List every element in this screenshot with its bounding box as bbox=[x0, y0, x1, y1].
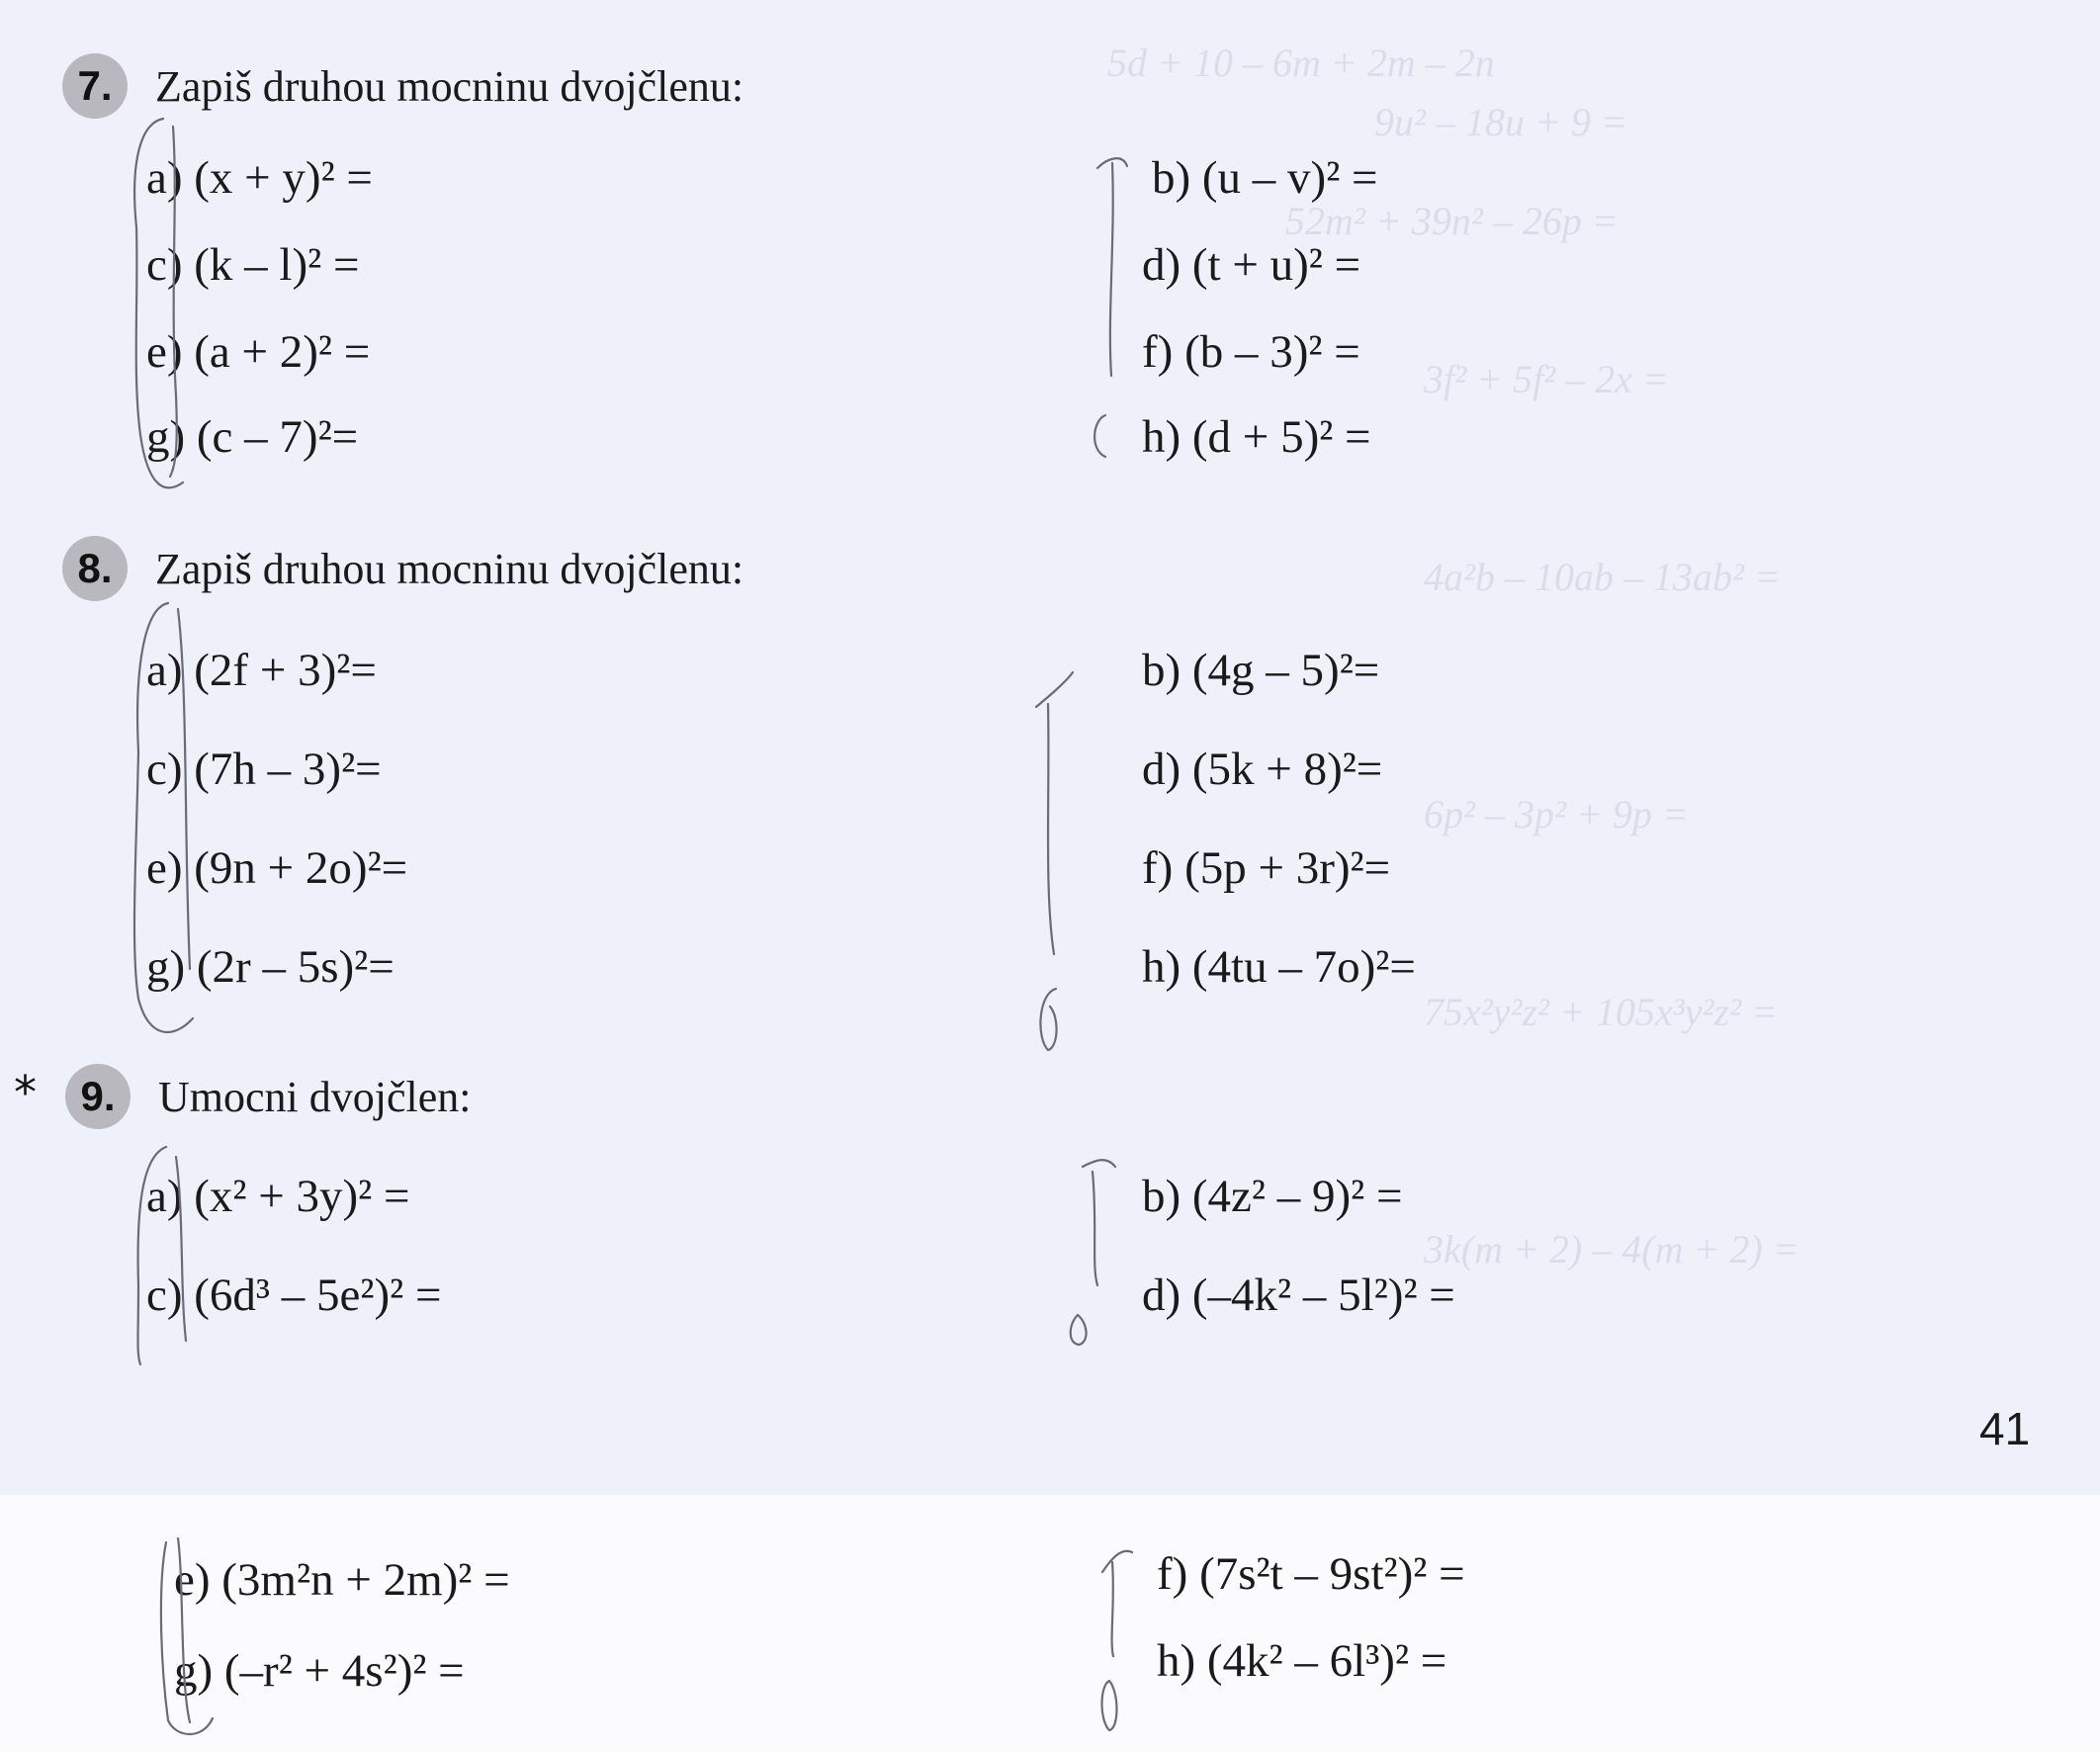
item-expression: (t + u)² = bbox=[1191, 239, 1361, 291]
item-expression: (5k + 8)²= bbox=[1191, 744, 1383, 795]
item-expression: (2r – 5s)²= bbox=[196, 941, 394, 993]
ex7-item-f bbox=[1142, 322, 1360, 382]
item-label: c) bbox=[146, 744, 183, 795]
ex9-item-g bbox=[174, 1641, 465, 1701]
item-expression: (4k² – 6l³)² = bbox=[1206, 1635, 1447, 1687]
item-expression: (4tu – 7o)²= bbox=[1191, 941, 1416, 993]
ex9-item-a bbox=[146, 1167, 410, 1226]
item-label: h) bbox=[1142, 411, 1181, 463]
page-number: 41 bbox=[1979, 1403, 2031, 1454]
item-label: b) bbox=[1152, 152, 1191, 204]
ex9-item-b bbox=[1142, 1167, 1403, 1226]
item-expression: (2f + 3)²= bbox=[194, 645, 377, 696]
exercise-8-header bbox=[62, 534, 744, 603]
exercise-7-title: Zapiš druhou mocninu dvojčlenu: bbox=[155, 61, 744, 111]
ex9-item-h bbox=[1157, 1631, 1446, 1691]
item-label: a) bbox=[146, 152, 183, 204]
ex7-item-e bbox=[146, 322, 370, 382]
item-label: b) bbox=[1142, 645, 1181, 696]
item-label: f) bbox=[1142, 326, 1174, 378]
item-label: d) bbox=[1142, 239, 1181, 291]
ex9-item-d bbox=[1142, 1266, 1455, 1325]
exercise-8-number: 8. bbox=[62, 536, 128, 601]
item-expression: (4z² – 9)² = bbox=[1191, 1171, 1403, 1222]
ex8-item-a bbox=[146, 641, 377, 700]
item-label: c) bbox=[146, 1270, 183, 1321]
exercise-9-header bbox=[65, 1062, 472, 1131]
item-label: e) bbox=[146, 326, 183, 378]
ex8-item-e bbox=[146, 838, 407, 898]
item-label: f) bbox=[1142, 842, 1174, 894]
exercise-7-header bbox=[62, 51, 744, 121]
item-expression: (x² + 3y)² = bbox=[194, 1171, 410, 1222]
item-expression: (x + y)² = bbox=[194, 152, 373, 204]
item-label: g) bbox=[174, 1645, 214, 1697]
item-expression: (3m²n + 2m)² = bbox=[221, 1554, 510, 1606]
ex8-item-g bbox=[146, 937, 394, 997]
exercise-9-number: 9. bbox=[65, 1064, 131, 1129]
item-label: g) bbox=[146, 941, 186, 993]
item-label: f) bbox=[1157, 1548, 1188, 1600]
ex8-item-f bbox=[1142, 838, 1390, 898]
star-marker: * bbox=[14, 1066, 37, 1119]
exercise-8-title: Zapiš druhou mocninu dvojčlenu: bbox=[155, 544, 744, 593]
item-label: d) bbox=[1142, 744, 1181, 795]
item-expression: (6d³ – 5e²)² = bbox=[194, 1270, 442, 1321]
item-label: h) bbox=[1142, 941, 1181, 993]
ex7-item-b bbox=[1152, 148, 1378, 208]
item-expression: (c – 7)²= bbox=[196, 411, 359, 463]
ex7-item-a bbox=[146, 148, 373, 208]
ex7-item-d bbox=[1142, 235, 1360, 295]
item-label: g) bbox=[146, 411, 186, 463]
ex8-item-c bbox=[146, 740, 382, 799]
item-expression: (k – l)² = bbox=[194, 239, 360, 291]
item-label: b) bbox=[1142, 1171, 1181, 1222]
ex8-item-d bbox=[1142, 740, 1382, 799]
item-expression: (–r² + 4s²)² = bbox=[223, 1645, 465, 1697]
ex7-item-h bbox=[1142, 407, 1371, 467]
item-expression: (9n + 2o)²= bbox=[194, 842, 408, 894]
ex9-item-e bbox=[174, 1550, 510, 1610]
item-label: h) bbox=[1157, 1635, 1196, 1687]
item-label: e) bbox=[146, 842, 183, 894]
ex7-item-g bbox=[146, 407, 358, 467]
item-expression: (b – 3)² = bbox=[1184, 326, 1360, 378]
item-expression: (7h – 3)²= bbox=[194, 744, 382, 795]
item-label: a) bbox=[146, 645, 183, 696]
exercise-9-title: Umocni dvojčlen: bbox=[158, 1072, 472, 1121]
item-label: c) bbox=[146, 239, 183, 291]
item-label: a) bbox=[146, 1171, 183, 1222]
exercise-7-number: 7. bbox=[62, 53, 128, 119]
item-expression: (u – v)² = bbox=[1201, 152, 1378, 204]
item-expression: (–4k² – 5l²)² = bbox=[1191, 1270, 1455, 1321]
page-lower-scan bbox=[0, 1495, 2100, 1752]
ex9-item-c bbox=[146, 1266, 441, 1325]
item-expression: (a + 2)² = bbox=[194, 326, 371, 378]
ex8-item-b bbox=[1142, 641, 1379, 700]
ex8-item-h bbox=[1142, 937, 1416, 997]
ex9-item-f bbox=[1157, 1544, 1465, 1604]
item-expression: (d + 5)² = bbox=[1191, 411, 1371, 463]
item-expression: (5p + 3r)²= bbox=[1184, 842, 1391, 894]
item-label: d) bbox=[1142, 1270, 1181, 1321]
item-expression: (4g – 5)²= bbox=[1191, 645, 1380, 696]
ex7-item-c bbox=[146, 235, 359, 295]
item-label: e) bbox=[174, 1554, 211, 1606]
item-expression: (7s²t – 9st²)² = bbox=[1199, 1548, 1465, 1600]
